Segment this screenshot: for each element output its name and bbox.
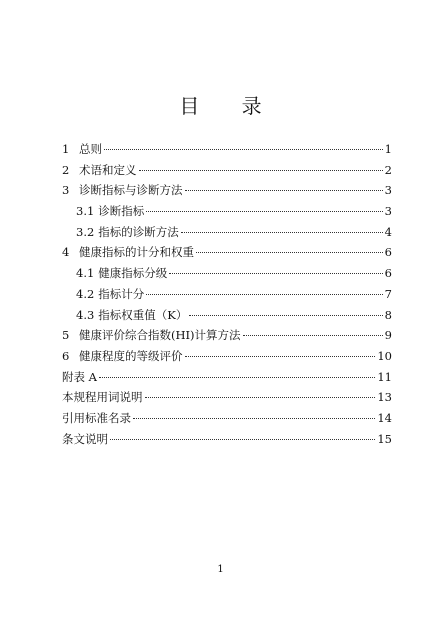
toc-entry-label: 条文说明 [62,431,108,446]
dot-leader [185,190,383,191]
toc-entry-number: 4 [62,245,70,260]
toc-entry-label: 本规程用词说明 [62,390,143,405]
toc-entry-number: 4.3 [76,307,95,322]
toc-entry-page: 9 [384,328,392,343]
toc-entry-label: 健康评价综合指数(HI)计算方法 [79,328,241,343]
dot-leader [243,335,383,336]
dot-leader [146,211,382,212]
dot-leader [196,252,383,253]
toc-entry-4-1[interactable] [62,265,392,286]
toc-entry-appendix-a[interactable] [62,369,392,390]
dot-leader [139,170,383,171]
toc-entry-label: 附表 A [62,369,97,384]
toc-entry-clause-explanation[interactable] [62,431,392,452]
toc-entry-label: 术语和定义 [79,162,137,177]
toc-entry-label: 健康指标分级 [98,266,168,281]
toc-entry-page: 14 [377,410,392,425]
dot-leader [189,315,382,316]
toc-entry-number: 6 [62,348,70,363]
toc-entry-number: 4.2 [76,286,95,301]
toc-entry-page: 7 [384,286,392,301]
dot-leader [181,232,383,233]
dot-leader [185,356,376,357]
toc-entry-page: 10 [377,348,392,363]
toc-entry-number: 3 [62,183,70,198]
toc-entry-page: 8 [384,307,392,322]
toc-entry-page: 6 [384,245,392,260]
toc-entry-4-3[interactable] [62,307,392,328]
toc-entry-number: 2 [62,162,70,177]
toc-entry-page: 2 [384,162,392,177]
toc-entry-4[interactable] [62,244,392,265]
toc-entry-label: 诊断指标 [98,204,145,219]
toc-entry-3-2[interactable] [62,224,392,245]
toc-entry-cited-standards[interactable] [62,410,392,431]
toc-entry-5[interactable] [62,327,392,348]
toc-entry-number: 3.2 [76,224,95,239]
toc-entry-page: 15 [377,431,392,446]
toc-entry-label: 指标计分 [98,286,145,301]
toc-entry-wording-notes[interactable] [62,389,392,410]
toc-entry-number: 3.1 [76,204,95,219]
toc-entry-label: 指标权重值（K） [98,307,188,322]
toc-entry-number: 5 [62,328,70,343]
toc-entry-label: 引用标准名录 [62,410,131,425]
toc-entry-label: 总则 [79,142,102,156]
toc-entry-page: 3 [384,204,392,219]
toc-entry-3-1[interactable] [62,203,392,224]
table-of-contents [62,141,392,451]
toc-entry-page: 11 [377,369,392,384]
page-number: 1 [217,564,224,575]
dot-leader [133,418,375,419]
toc-entry-1[interactable] [62,141,392,162]
toc-entry-number: 1 [62,142,70,156]
dot-leader [169,273,382,274]
toc-entry-number: 4.1 [76,266,95,281]
toc-entry-page: 6 [384,266,392,281]
toc-entry-2[interactable] [62,162,392,183]
toc-entry-page: 4 [384,224,392,239]
toc-title: 目 录 [179,94,280,118]
dot-leader [110,439,375,440]
dot-leader [145,397,376,398]
toc-entry-label: 指标的诊断方法 [98,224,179,239]
dot-leader [99,377,375,378]
dot-leader [146,294,382,295]
toc-entry-4-2[interactable] [62,286,392,307]
toc-entry-page: 1 [384,142,392,156]
toc-entry-label: 健康指标的计分和权重 [79,245,194,260]
toc-entry-label: 健康程度的等级评价 [79,348,183,363]
dot-leader [104,149,383,150]
toc-entry-page: 3 [384,183,392,198]
toc-entry-page: 13 [377,390,392,405]
toc-entry-6[interactable] [62,348,392,369]
toc-entry-3[interactable] [62,182,392,203]
toc-entry-label: 诊断指标与诊断方法 [79,183,183,198]
